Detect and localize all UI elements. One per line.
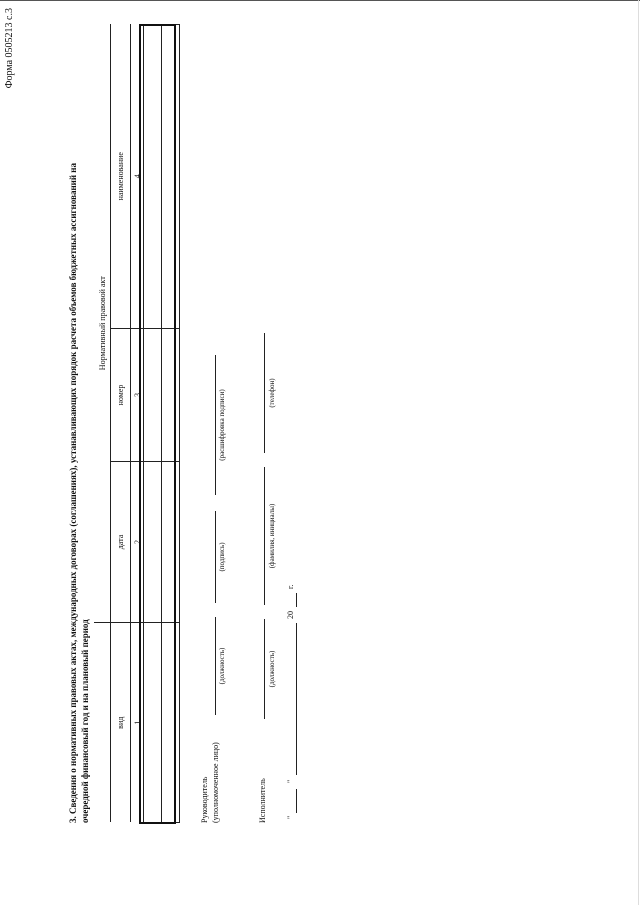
date-month-line[interactable] — [296, 623, 297, 775]
column-number: 3 — [131, 329, 144, 462]
column-number: 2 — [131, 462, 144, 623]
caption-executor-name: (фамилия, инициалы) — [268, 503, 276, 569]
table-row — [144, 24, 162, 822]
head-label: Руководитель — [200, 776, 209, 823]
legal-acts-table — [94, 24, 180, 823]
form-code: Форма 0505213 с.3 — [4, 8, 15, 89]
header-blank-cell — [94, 623, 111, 823]
executor-phone-line[interactable] — [264, 333, 265, 453]
section-heading-line2: очередной финансовый год и на плановый период — [80, 619, 90, 823]
table-cell[interactable] — [162, 329, 180, 462]
head-sublabel: (уполномоченное лицо) — [211, 742, 220, 823]
caption-executor-position: (должность) — [268, 650, 276, 688]
column-header: дата — [111, 462, 131, 623]
table-cell[interactable] — [144, 24, 162, 328]
table-cell[interactable] — [144, 329, 162, 462]
head-decode-line[interactable] — [215, 355, 216, 495]
date-day-line[interactable] — [296, 789, 297, 813]
table-cell[interactable] — [162, 623, 180, 823]
column-header: наименование — [111, 24, 131, 328]
column-header: номер — [111, 329, 131, 462]
caption-signature-decode: (расшифровка подписи) — [218, 389, 226, 461]
column-number: 1 — [131, 623, 144, 823]
caption-position: (должность) — [218, 647, 226, 685]
caption-signature: (подпись) — [218, 542, 226, 572]
table-row — [162, 24, 180, 822]
caption-executor-phone: (телефон) — [268, 378, 276, 408]
column-number: 4 — [131, 24, 144, 328]
table-cell[interactable] — [144, 623, 162, 823]
date-suffix: г. — [286, 584, 295, 589]
column-header: вид — [111, 623, 131, 823]
group-header: Нормативный правовой акт — [94, 24, 111, 622]
executor-position-line[interactable] — [264, 619, 265, 719]
date-close-quote: " — [286, 779, 295, 783]
table-cell[interactable] — [162, 24, 180, 328]
section-heading-line1: 3. Сведения о нормативных правовых актах, международных договорах (соглашениях), устанавливающих порядок расчета объемов бюджетных ассигнований на — [68, 163, 78, 823]
date-century: 20 — [286, 611, 295, 619]
head-position-line[interactable] — [215, 617, 216, 715]
table-cell[interactable] — [144, 462, 162, 623]
executor-name-line[interactable] — [264, 467, 265, 605]
date-open-quote: " — [286, 815, 295, 819]
date-year-line[interactable] — [296, 593, 297, 607]
table-cell[interactable] — [162, 462, 180, 623]
executor-label: Исполнитель — [258, 778, 267, 823]
head-signature-line[interactable] — [215, 511, 216, 603]
